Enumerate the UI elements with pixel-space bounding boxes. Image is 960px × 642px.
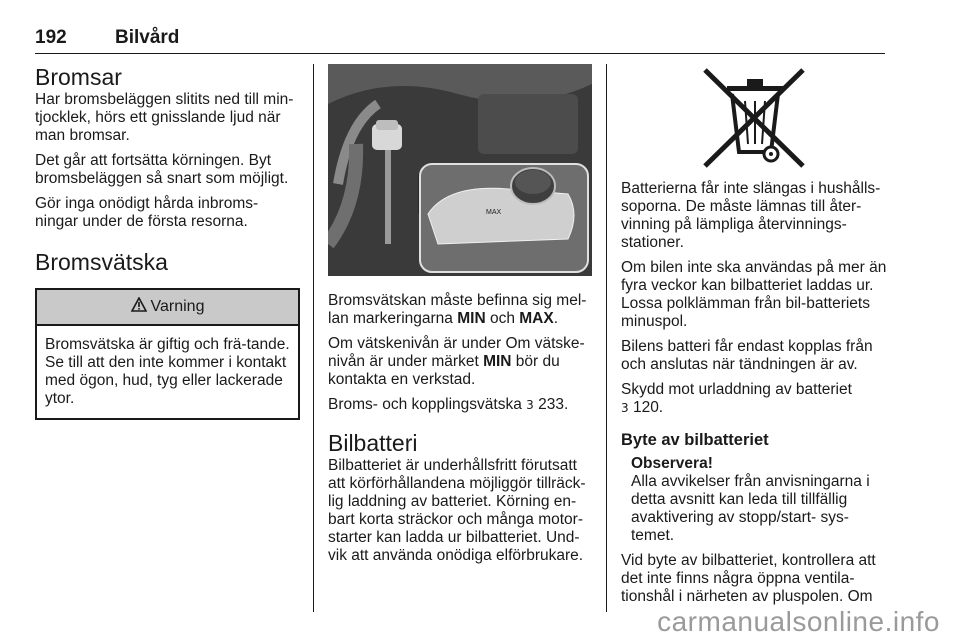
paragraph: Gör inga onödigt hårda inbroms-ningar under de första resorna. bbox=[35, 195, 259, 230]
column-divider-1 bbox=[313, 64, 314, 612]
page-reference-arrow-icon[interactable]: 3 bbox=[526, 398, 534, 412]
brake-fluid-reservoir-image bbox=[328, 64, 592, 276]
crossed-out-wheelie-bin-icon bbox=[699, 66, 809, 170]
paragraph: Det går att fortsätta körningen. Byt bromsbeläggen så snart som möjligt. bbox=[35, 152, 289, 187]
heading-bromsvatska: Bromsvätska bbox=[35, 249, 168, 275]
paragraph: Skydd mot urladdning av batteriet 3 120. bbox=[621, 381, 852, 416]
warning-box bbox=[35, 288, 300, 420]
max-marking-label: MAX bbox=[486, 209, 502, 216]
paragraph: Om bilen inte ska användas på mer än fyra veckor kan bilbatteriet laddas ur. Lossa polklämman från bil-batteriets minuspol. bbox=[621, 259, 887, 330]
column-1 bbox=[35, 64, 300, 420]
paragraph: Bilbatteriet är underhållsfritt förutsatt att körförhållandena möjliggör tillräck-lig laddning av batteriet. Körning en-bart korta sträckor och många motor-starter kan ladda ur bilbatteriet. Und-vik att använda onödiga elförbrukare. bbox=[328, 457, 586, 564]
engine-bay-illustration bbox=[328, 64, 592, 276]
warning-text: Bromsvätska är giftig och frä-tande. Se till att den inte kommer i kontakt med ögon, hud, tyg eller lackerade ytor. bbox=[45, 336, 290, 407]
heading-bilbatteri: Bilbatteri bbox=[328, 430, 418, 456]
column-2 bbox=[328, 64, 593, 572]
paragraph: Har bromsbeläggen slitits ned till min-tjocklek, hörs ett gnisslande ljud när man bromsar. bbox=[35, 91, 294, 144]
note-title: Observera! bbox=[631, 455, 713, 472]
page-header bbox=[35, 27, 885, 54]
heading-bromsar: Bromsar bbox=[35, 64, 122, 90]
column-divider-2 bbox=[606, 64, 607, 612]
paragraph: Batterierna får inte slängas i hushålls-soporna. De måste lämnas till åter-vinning på lämpliga återvinnings-stationer. bbox=[621, 180, 881, 251]
note-block bbox=[621, 455, 887, 545]
page-reference-arrow-icon[interactable]: 3 bbox=[621, 401, 629, 415]
watermark: carmanualsonline.info bbox=[657, 606, 940, 637]
page-title: Bilvård bbox=[115, 27, 180, 48]
recycling-image bbox=[621, 64, 887, 172]
column-3 bbox=[621, 64, 887, 613]
warning-title: Varning bbox=[150, 298, 205, 315]
paragraph: Bilens batteri får endast kopplas från och anslutas när tändningen är av. bbox=[621, 338, 873, 373]
warning-header bbox=[37, 290, 298, 326]
note-text: Alla avvikelser från anvisningarna i detta avsnitt kan leda till tillfällig avaktivering av stopp/start- sys-temet. bbox=[631, 473, 870, 544]
paragraph: Broms- och kopplingsvätska 3 233. bbox=[328, 396, 569, 413]
paragraph: Vid byte av bilbatteriet, kontrollera att det inte finns några öppna ventila-tionshål i närheten av pluspolen. Om bbox=[621, 552, 876, 605]
heading-byte-av-bilbatteriet: Byte av bilbatteriet bbox=[621, 431, 769, 449]
page-number: 192 bbox=[35, 27, 67, 48]
paragraph: Bromsvätskan måste befinna sig mel-lan markeringarna MIN och MAX. bbox=[328, 292, 587, 327]
warning-triangle-icon bbox=[131, 297, 147, 317]
paragraph: Om vätskenivån är under Om vätske-nivån är under märket MIN bör du kontakta en verkstad. bbox=[328, 335, 585, 388]
